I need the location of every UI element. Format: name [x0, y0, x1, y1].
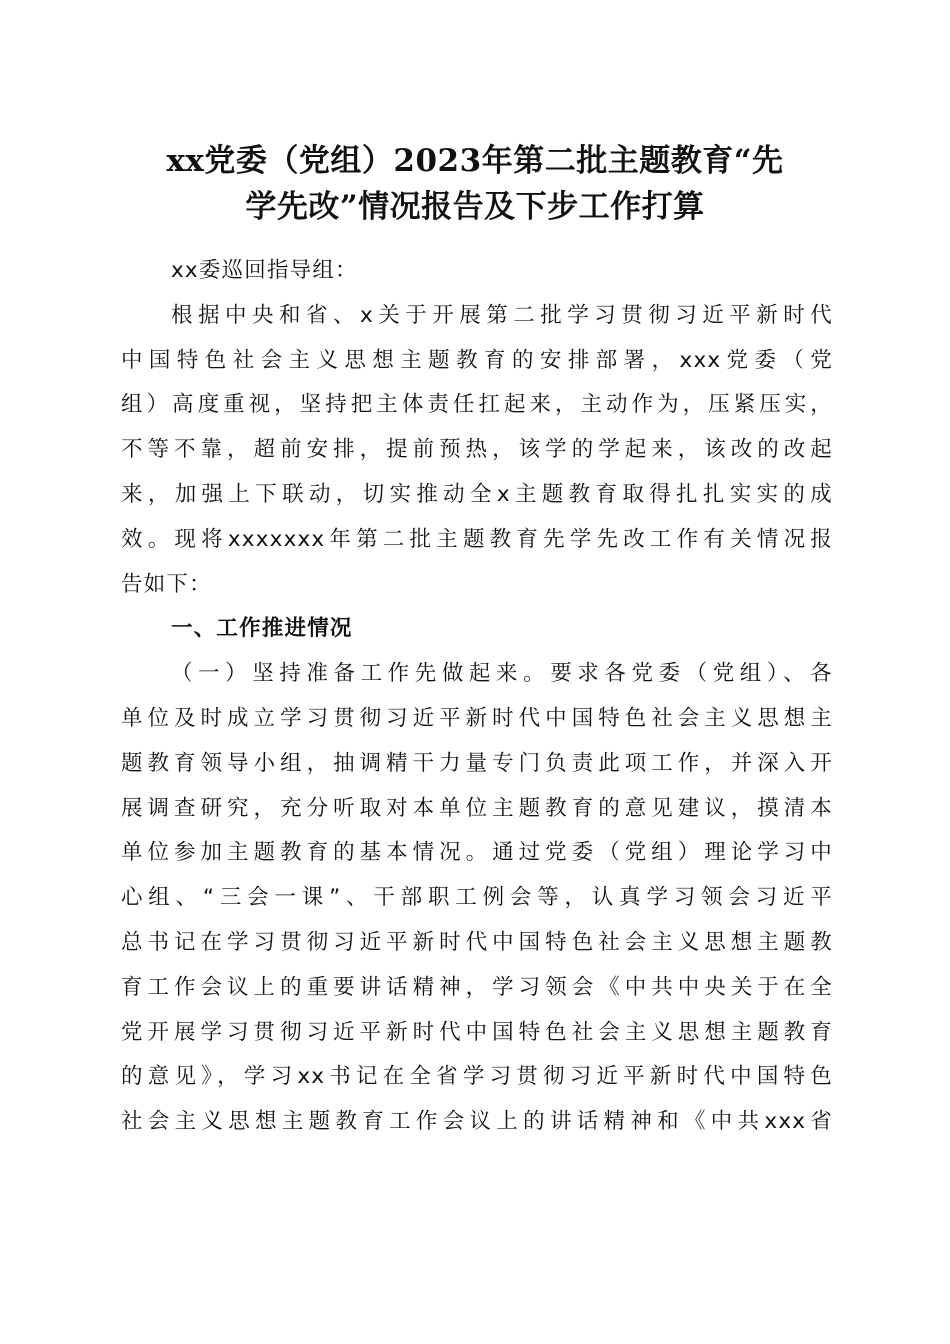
section-heading: 一、工作推进情况: [171, 616, 353, 642]
title-line-2: 学先改”情况报告及下步工作打算: [245, 189, 705, 225]
paragraph-line: （一）坚持准备工作先做起来。要求各党委（党组）、各: [171, 661, 833, 687]
paragraph-line: 社会主义思想主题教育工作会议上的讲话精神和《中共xxx省: [121, 1109, 833, 1135]
paragraph-line: 中国特色社会主义思想主题教育的安排部署，xxx党委（党: [121, 347, 833, 373]
paragraph-line: 单位参加主题教育的基本情况。通过党委（党组）理论学习中: [121, 840, 833, 866]
paragraph-line: 单位及时成立学习贯彻习近平新时代中国特色社会主义思想主: [121, 705, 833, 731]
paragraph-line: 党开展学习贯彻习近平新时代中国特色社会主义思想主题教育: [121, 1019, 833, 1045]
salutation: xx委巡回指导组：: [171, 258, 358, 283]
paragraph-line: 的意见》，学习xx书记在全省学习贯彻习近平新时代中国特色: [121, 1064, 833, 1090]
paragraph-line: 题教育领导小组，抽调精干力量专门负责此项工作，并深入开: [121, 750, 833, 776]
title-line-1: xx党委（党组）2023年第二批主题教育“先: [166, 143, 784, 179]
paragraph-line: 育工作会议上的重要讲话精神，学习领会《中共中央关于在全: [121, 974, 833, 1000]
paragraph-line: 来，加强上下联动，切实推动全x主题教育取得扎扎实实的成: [121, 481, 833, 507]
document-title: [100, 138, 850, 230]
document-body: [121, 249, 833, 1145]
paragraph-line: 展调查研究，充分听取对本单位主题教育的意见建议，摸清本: [121, 795, 833, 821]
paragraph-line: 效。现将xxxxxxx年第二批主题教育先学先改工作有关情况报: [121, 526, 833, 552]
paragraph-line: 不等不靠，超前安排，提前预热，该学的学起来，该改的改起: [121, 437, 833, 463]
paragraph-line: 组）高度重视，坚持把主体责任扛起来，主动作为，压紧压实，: [121, 392, 833, 418]
paragraph-line: 心组、“三会一课”、干部职工例会等，认真学习领会习近平: [121, 885, 833, 911]
paragraph-line: 告如下：: [121, 571, 212, 597]
paragraph-line: 总书记在学习贯彻习近平新时代中国特色社会主义思想主题教: [121, 929, 833, 955]
paragraph-line: 根据中央和省、x关于开展第二批学习贯彻习近平新时代: [171, 302, 833, 328]
